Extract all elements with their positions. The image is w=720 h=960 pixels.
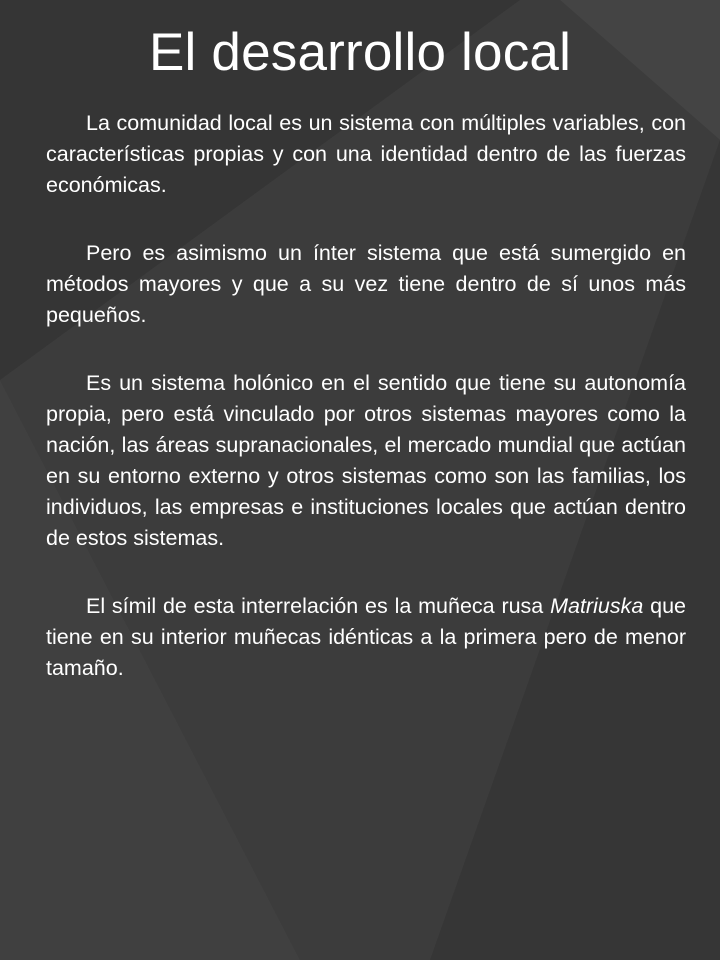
paragraph-4-italic-term: Matriuska [550,594,644,618]
slide-body [46,108,686,721]
paragraph-4-end: que tiene en su interior muñecas idénticas a la primera pero de menor tamaño. [46,594,686,680]
paragraph-2: Pero es asimismo un ínter sistema que está sumergido en métodos mayores y que a su vez tiene dentro de sí unos más pequeños. [46,241,686,327]
paragraph-4-start: El símil de esta interrelación es la muñeca rusa [86,594,551,618]
slide-title: El desarrollo local [148,23,572,82]
paragraph-3: Es un sistema holónico en el sentido que tiene su autonomía propia, pero está vinculado por otros sistemas mayores como la nación, las áreas supranacionales, el mercado mundial que actúan en su entorno externo y otros sistemas como son las familias, los individuos, las empresas e instituciones locales que actúan dentro de estos sistemas. [46,371,686,550]
paragraph-4 [46,591,686,684]
paragraph-1: La comunidad local es un sistema con múltiples variables, con características propias y con una identidad dentro de las fuerzas económicas. [46,111,686,197]
